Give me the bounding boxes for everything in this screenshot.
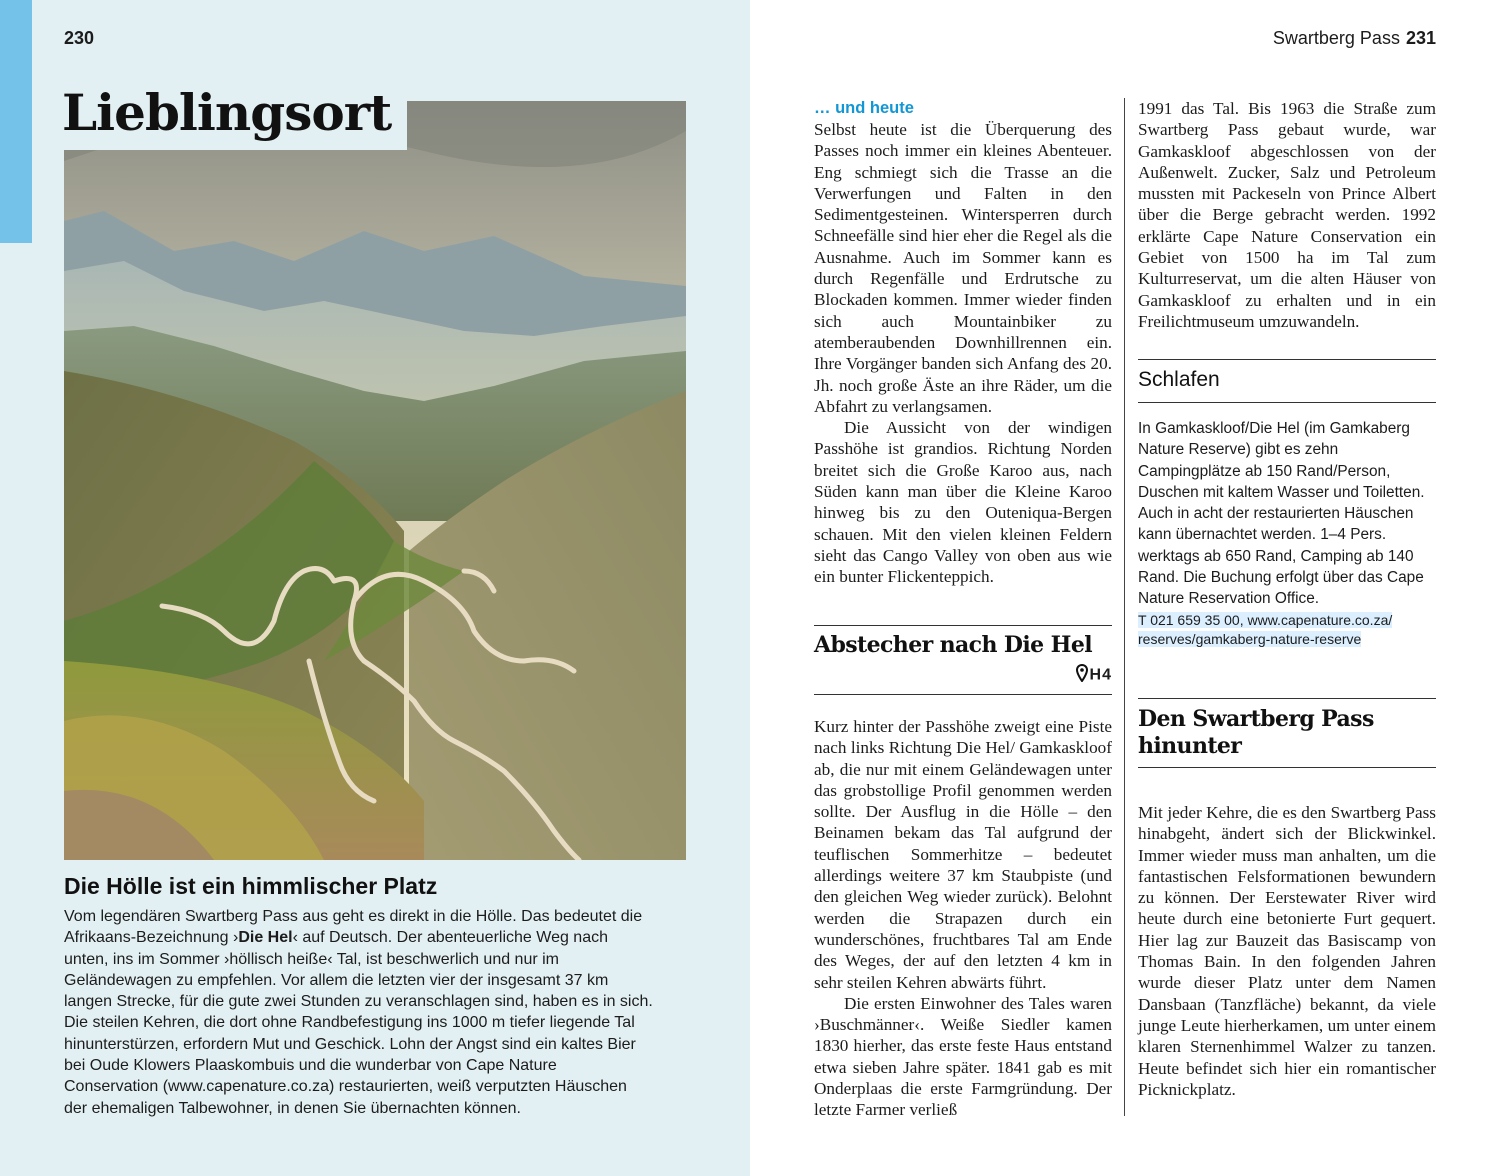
- favourite-place-heading: Die Hölle ist ein himmlischer Platz: [64, 873, 438, 899]
- schlafen-heading: Schlafen: [1138, 368, 1220, 391]
- favourite-place-tag: Lieblingsort: [54, 80, 407, 150]
- contact-link[interactable]: reserves/gamkaberg-nature-reserve: [1138, 631, 1362, 647]
- today-paragraph-2: Die Aussicht von der windigen Passhöhe ist grandios. Richtung Norden breitet sich die Große Karoo aus, nach Süden kann man über die Kleine Karoo hinweg bis zu den Outeniqua-Bergen schauen. Mit den vielen kleinen Feldern sieht das Cango Valley von oben aus wie ein bunter Flickenteppich.: [814, 418, 1112, 587]
- section-rule: [1138, 402, 1436, 403]
- schlafen-contact: [1138, 611, 1436, 649]
- die-hel-heading: Abstecher nach Die Hel: [814, 632, 1092, 658]
- favourite-place-body: [64, 906, 654, 1119]
- section-rule: [1138, 767, 1436, 768]
- section-rule: [814, 625, 1112, 626]
- map-pin-icon: [1076, 664, 1088, 687]
- die-hel-text: [814, 716, 1112, 1121]
- page-number-right: 231: [1405, 28, 1436, 48]
- die-hel-paragraph-1: Kurz hinter der Passhöhe zweigt eine Piste nach links Richtung Die Hel/ Gamkaskloof ab, die nur mit einem Geländewagen unter das grobstollige Profil genommen werden sollte. Der Ausflug in die Hölle – den Beinamen bekam das Tal aufgrund der teuflischen Sommerhitze – bedeutet allerdings weitere 37 km Staubpiste (und den gleichen Weg wieder zurück). Belohnt werden die Strapazen durch ein wunderschönes, fruchtbares Tal am Ende des Weges, der auf den letzten 4 km in sehr steilen Kehren abwärts führt.: [814, 717, 1112, 992]
- grid-reference: [1012, 664, 1112, 687]
- body-text-2: ‹ auf Deutsch. Der abenteuerliche Weg nach unten, ins im Sommer ›höllisch heiße‹ Tal, ist beschwerlich und nur im Geländewagen zu empfehlen. Vor allem die letzten vier der insgesamt 37 km langen Strecke, für die gute zwei Stunden zu veranschlagen sind, haben es in sich. Die steilen Kehren, die dort ohne Randbefestigung ins 1000 m tiefer liegende Tal hinunterstürzen, erfordern Mut und Geschick. Lohn der Angst sind ein kaltes Bier bei Oude Klowers Plaaskombuis und die wunderbar von Cape Nature Conservation (www.capenature.co.za) restaurierten, weiß verputzten Häuschen der ehemaligen Talbewohner, in denen Sie übernachten können.: [64, 929, 653, 1117]
- running-header-title: Swartberg Pass: [1272, 28, 1400, 48]
- page-header-right: [1273, 28, 1436, 49]
- column-divider: [1124, 98, 1125, 1116]
- body-emphasis: Die Hel: [238, 929, 293, 947]
- descent-paragraph: Mit jeder Kehre, die es den Swartberg Pass hinabgeht, ändert sich der Blickwinkel. Immer wieder muss man anhalten, um die fantastischen Felsformationen bewundern zu können. Der Eerstewater River wird heute durch eine betonierte Furt gequert. Hier lag zur Bauzeit das Basiscamp von Thomas Bain. In den folgenden Jahren wurde dieser Platz unter dem Namen Dansbaan (Tanzfläche) bekannt, da viele junge Leute hierherkamen, um unter einem klaren Sternenhimmel Walzer zu tanzen. Heute befindet sich hier ein romantischer Picknickplatz.: [1138, 803, 1436, 1099]
- body-text-1: Vom legendären Swartberg Pass aus geht es direkt in die Hölle. Das bedeutet die Afrikaans-Bezeichnung ›: [64, 908, 643, 947]
- section-rule: [1138, 359, 1436, 360]
- section-kicker: … und heute: [814, 99, 914, 117]
- die-hel-paragraph-2: Die ersten Einwohner des Tales waren ›Buschmänner‹. Weiße Siedler kamen 1830 hierher, das erste feste Haus entstand etwa sieben Jahre später. 1841 gab es mit Onderplaas die erste Farmgründung. Der letzte Farmer verließ: [814, 993, 1112, 1120]
- grid-ref-label: H4: [1089, 666, 1112, 684]
- section-rule: [1138, 698, 1436, 699]
- column-middle: [814, 98, 1112, 588]
- contact-link[interactable]: T 021 659 35 00, www.capenature.co.za/: [1138, 612, 1393, 628]
- swartberg-descent-heading: Den Swartberg Pass hinunter: [1138, 706, 1374, 759]
- history-paragraph: 1991 das Tal. Bis 1963 die Straße zum Swartberg Pass gebaut wurde, war Gamkaskloof abgeschlossen von der Außenwelt. Zucker, Salz und Petroleum mussten mit Packeseln von Prince Albert über die Berge gebracht werden. 1992 erklärte Cape Nature Conservation ein Gebiet von 1500 ha im Tal zum Kulturreservat, um die alten Häuser von Gamkaskloof zu erhalten und in ein Freilichtmuseum umzuwandeln.: [1138, 99, 1436, 331]
- schlafen-text: In Gamkaskloof/Die Hel (im Gamkaberg Nature Reserve) gibt es zehn Campingplätze ab 150 Rand/Person, Duschen mit kaltem Wasser und Toiletten. Auch in acht der restaurierten Häuschen kann übernachtet werden. 1–4 Pers. werktags ab 650 Rand, Camping ab 140 Rand. Die Buchung erfolgt über das Cape Nature Reservation Office.: [1138, 420, 1425, 608]
- column-right: [1138, 98, 1436, 332]
- schlafen-info: [1138, 418, 1436, 610]
- mountain-pass-photo: [64, 101, 686, 860]
- chapter-tab-marker: [0, 0, 32, 243]
- today-paragraph-1: Selbst heute ist die Überquerung des Passes noch immer ein kleines Abenteuer. Eng schmiegt sich die Trasse an die Verwerfungen und Falten in den Sedimentgesteinen. Wintersperren durch Schneefälle sind hier eher die Regel als die Ausnahme. Auch im Sommer kann es durch Regenfälle und Erdrutsche zu Blockaden kommen. Immer wieder finden sich auch Mountainbiker zu atemberaubenden Downhillrennen ein. Ihre Vorgänger banden sich Anfang des 20. Jh. noch große Äste an ihre Räder, um die Abfahrt zu verlangsamen.: [814, 120, 1112, 416]
- section-rule: [814, 694, 1112, 695]
- page-number-left: 230: [64, 28, 95, 48]
- swartberg-descent-text: [1138, 802, 1436, 1100]
